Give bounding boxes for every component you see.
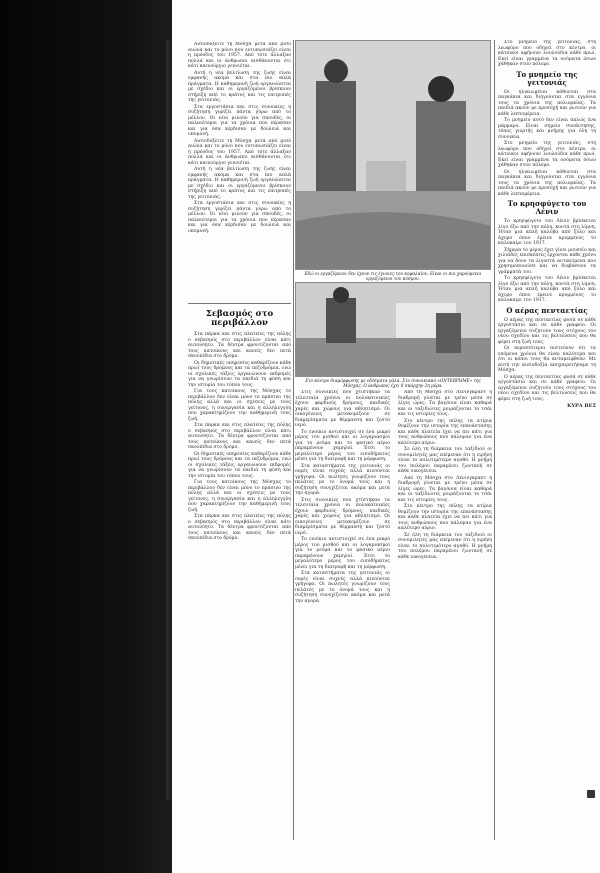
paragraph: Στο κέντρο της πόλης τα κτίρια θυμίζουν την ιστορία της επανάστασης και κάθε πλατεία έχει να πει κάτι για τους ανθρώπους που πάλεψαν για ένα καλύτερο αύριο. xyxy=(398,418,492,446)
article-column-d xyxy=(498,40,596,835)
paragraph: Στο μνημείο της γειτονιάς, στη λεωφόρο που οδηγεί στο κέντρο, οι κάτοικοι αφήνουν λουλούδια κάθε πρωί. Εκεί είναι γραμμένα τα ονόματα όσων χάθηκαν στον πόλεμο. xyxy=(498,40,596,67)
paragraph: Αισιοδοξείτε τη Μόσχα μετά από μισό αιώνα και το μόνο που εντυπωσιάζει είναι η πρόοδος του 1957. Από τότε άλλαξαν πολλά και οι άνθρωποι αισθάνονται ότι κάτι καινούργιο γεννιέται. xyxy=(188,42,291,69)
paragraph: Το κρησφύγετο του Λένιν βρίσκεται λίγο έξω από την πόλη, κοντά στη λίμνη. Ήταν μια απλή καλύβα από ξύλο και άχυρο όπου έμεινε κρυμμένος το καλοκαίρι του 1917. xyxy=(498,219,596,246)
paragraph: Αισιοδοξείτε τη Μόσχα μετά από μισό αιώνα και το μόνο που εντυπωσιάζει είναι η πρόοδος του 1957. Από τότε άλλαξαν πολλά και οι άνθρωποι αισθάνονται ότι κάτι καινούργιο γεννιέται. xyxy=(188,138,291,166)
article-column-a-top xyxy=(188,42,291,297)
photo-workers xyxy=(295,40,491,270)
paragraph: Στις συνοικίες που χτίστηκαν τα τελευταία χρόνια οι πολυκατοικίες έχουν φαρδιούς δρόμους, παιδικές χαρές και χώρους για αθλητισμό. Οι οικογένειες μετακομίζουν σε διαμερίσματα με θέρμανση και ζεστό νερό. xyxy=(295,390,390,428)
section-heading-lenin-hideout: Το κρησφύγετο του Λένιν xyxy=(507,199,587,216)
photo-workers-graphic xyxy=(296,41,491,270)
photo-caption: Εδώ οι εργαζόμενοι δεν έχουν τις έγνοιες του κεφαλαίου. Είναι οι πιο χαρούμενοι εργαζόμενοι του κόσμου. xyxy=(304,271,482,281)
paragraph: Σε όλη τη διάρκεια του ταξιδιού οι συνομιλητές μας επέμεναν ότι η ειρήνη είναι το πολυτιμότερο αγαθό. Η μνήμη του πολέμου παραμένει ζωντανή σε κάθε οικογένεια. xyxy=(398,532,492,560)
paragraph: Ο αέρας της πενταετίας φυσά σε κάθε εργοστάσιο και σε κάθε γραφείο. Οι εργαζόμενοι συζητούν τους στόχους του νέου σχεδίου και τις βελτιώσεις που θα φέρει στη ζωή τους. xyxy=(498,374,596,402)
paragraph: Οι δημοτικές υπηρεσίες καθαρίζουν κάθε πρωί τους δρόμους και τα πεζοδρόμια, ενώ οι σχολικές τάξεις οργανώνουν εκδρομές για να γνωρίσουν τα παιδιά τη φύση και την ιστορία του τόπου τους. xyxy=(188,451,291,479)
paragraph: Στα πάρκα και στις πλατείες της πόλης ο σεβασμός στο περιβάλλον είναι κάτι αυτονόητο. Τα δέντρα φροντίζονται από τους κατοίκους και κανείς δεν πετά σκουπίδια στο δρόμο. xyxy=(188,332,291,359)
photo-shop xyxy=(295,282,491,377)
paragraph: Στα εργοστάσια και στις συνοικίες η συζήτηση γυρίζει πάντα γύρω από το μέλλον. Οι νέοι μιλούν για σπουδές, οι παλαιότεροι για τα χρόνια που πέρασαν και για όσα κέρδισαν με δουλειά και υπομονή. xyxy=(188,201,291,234)
paragraph: Οι ηλικιωμένοι κάθονται στα παγκάκια και διηγούνται στα εγγόνια τους τα χρόνια της πολιορκίας. Τα παιδιά ακούν με προσοχή και ρωτούν για κάθε λεπτομέρεια. xyxy=(498,89,596,117)
paragraph: Στο κέντρο της πόλης τα κτίρια θυμίζουν την ιστορία της επανάστασης και κάθε πλατεία έχει να πει κάτι για τους ανθρώπους που πάλεψαν για ένα καλύτερο αύριο. xyxy=(398,504,492,531)
paragraph: Στα πάρκα και στις πλατείες της πόλης ο σεβασμός στο περιβάλλον είναι κάτι αυτονόητο. Τα δέντρα φροντίζονται από τους κατοίκους και κανείς δεν πετά σκουπίδια στο δρόμο. xyxy=(188,423,291,450)
scanner-edge xyxy=(0,0,172,873)
column-rule xyxy=(494,40,495,840)
article-column-b xyxy=(295,390,390,820)
paragraph: Από τη Μόσχα στο Λένινγκραντ η διαδρομή γίνεται με τρένο μέσα σε λίγες ώρες. Τα βαγόνια είναι καθαρά και οι ταξιδιώτες μοιράζονται το τσάι και τις ιστορίες τους. xyxy=(398,390,492,417)
paragraph: Στα καταστήματα της γειτονιάς οι ουρές είναι συχνές αλλά κινούνται γρήγορα. Οι πωλητές γνωρίζουν τους πελάτες με το όνομά τους και η συζήτηση συνεχίζεται ακόμα και μετά την αγορά. xyxy=(295,571,390,604)
paragraph: Στις συνοικίες που χτίστηκαν τα τελευταία χρόνια οι πολυκατοικίες έχουν φαρδιούς δρόμους, παιδικές χαρές και χώρους για αθλητισμό. Οι οικογένειες μετακομίζουν σε διαμερίσματα με θέρμανση και ζεστό νερό. xyxy=(295,497,390,536)
paragraph: Στα πάρκα και στις πλατείες της πόλης ο σεβασμός στο περιβάλλον είναι κάτι αυτονόητο. Τα δέντρα φροντίζονται από τους κατοίκους και κανείς δεν πετά σκουπίδια στο δρόμο. xyxy=(188,514,291,541)
section-rule xyxy=(188,303,291,304)
paragraph: Στα εργοστάσια και στις συνοικίες η συζήτηση γυρίζει πάντα γύρω από το μέλλον. Οι νέοι μιλούν για σπουδές, οι παλαιότεροι για τα χρόνια που πέρασαν και για όσα κέρδισαν με δουλειά και υπομονή. xyxy=(188,104,291,137)
paragraph: Οι ηλικιωμένοι κάθονται στα παγκάκια και διηγούνται στα εγγόνια τους τα χρόνια της πολιορκίας. Τα παιδιά ακούν με προσοχή και ρωτούν για κάθε λεπτομέρεια. xyxy=(498,169,596,197)
paragraph: Το μνημείο αυτό δεν είναι απλώς ένα μάρμαρο. Είναι σημείο συνάντησης, τόπος γιορτής και μνήμης για όλη τη συνοικία. xyxy=(498,118,596,140)
section-heading-environment: Σεβασμός στο περιβάλλον xyxy=(205,309,274,328)
paragraph: Αυτή η νέα βελτίωση της ζωής είναι εμφανής ακόμα και στα πιο απλά πράγματα. Η καθημερινή ζωή οργανώνεται με σχέδιο και οι εργαζόμενοι βρίσκουν στήριξη από το κράτος και τις επιτροπές της γειτονιάς. xyxy=(188,167,291,200)
author-signature: ΚΥΡΑ ΒΕΣ xyxy=(567,403,596,409)
paragraph: Για τους κατοίκους της Μόσχας το περιβάλλον δεν είναι μόνο το πράσινο της πόλης αλλά και οι σχέσεις με τους γείτονες, η συνεργασία και η αλληλεγγύη που χαρακτηρίζουν την καθημερινή τους ζωή. xyxy=(188,389,291,422)
paragraph: Από τη Μόσχα στο Λένινγκραντ η διαδρομή γίνεται με τρένο μέσα σε λίγες ώρες. Τα βαγόνια είναι καθαρά και οι ταξιδιώτες μοιράζονται το τσάι και τις ιστορίες τους. xyxy=(398,475,492,503)
paragraph: Ο αέρας της πενταετίας φυσά σε κάθε εργοστάσιο και σε κάθε γραφείο. Οι εργαζόμενοι συζητούν τους στόχους του νέου σχεδίου και τις βελτιώσεις που θα φέρει στη ζωή τους. xyxy=(498,317,596,345)
paragraph: Στα καταστήματα της γειτονιάς οι ουρές είναι συχνές αλλά κινούνται γρήγορα. Οι πωλητές γνωρίζουν τους πελάτες με το όνομά τους και η συζήτηση συνεχίζεται ακόμα και μετά την αγορά. xyxy=(295,463,390,496)
paragraph: Οι περισσότεροι πιστεύουν ότι τα επόμενα χρόνια θα είναι καλύτερα και ότι οι κόποι τους θα ανταμειφθούν. Με αυτή την αισιοδοξία αποχαιρετήσαμε τη Μόσχα. xyxy=(498,346,596,373)
photo-shop-graphic xyxy=(296,283,491,377)
paragraph: Το κρησφύγετο του Λένιν βρίσκεται λίγο έξω από την πόλη, κοντά στη λίμνη. Ήταν μια απλή καλύβα από ξύλο και άχυρο όπου έμεινε κρυμμένος το καλοκαίρι του 1917. xyxy=(498,276,596,303)
paragraph: Σε όλη τη διάρκεια του ταξιδιού οι συνομιλητές μας επέμεναν ότι η ειρήνη είναι το πολυτιμότερο αγαθό. Η μνήμη του πολέμου παραμένει ζωντανή σε κάθε οικογένεια. xyxy=(398,447,492,474)
section-heading-monument: Το μνημείο της γειτονιάς xyxy=(516,69,578,87)
article-column-c xyxy=(398,390,492,835)
paragraph: Στο μνημείο της γειτονιάς, στη λεωφόρο που οδηγεί στο κέντρο, οι κάτοικοι αφήνουν λουλούδια κάθε πρωί. Εκεί είναι γραμμένα τα ονόματα όσων χάθηκαν στον πόλεμο. xyxy=(498,141,596,168)
paragraph: Για τους κατοίκους της Μόσχας το περιβάλλον δεν είναι μόνο το πράσινο της πόλης αλλά και οι σχέσεις με τους γείτονες, η συνεργασία και η αλληλεγγύη που χαρακτηρίζουν την καθημερινή τους ζωή. xyxy=(188,480,291,513)
section-heading-five-year-air: Ο αέρας πενταετίας xyxy=(506,305,588,315)
paragraph: Αυτή η νέα βελτίωση της ζωής είναι εμφανής ακόμα και στα πιο απλά πράγματα. Η καθημερινή ζωή οργανώνεται με σχέδιο και οι εργαζόμενοι βρίσκουν στήριξη από το κράτος και τις επιτροπές της γειτονιάς. xyxy=(188,70,291,103)
article-column-a-bottom xyxy=(188,306,291,836)
paragraph: Σήμερα το μέρος έχει γίνει μουσείο και χιλιάδες επισκέπτες έρχονται κάθε χρόνο για να δουν τα λιγοστά αντικείμενα που χρησιμοποιούσε και να διαβάσουν τα γράμματά του. xyxy=(498,247,596,275)
paragraph: Το ενοίκιο αντιστοιχεί σε ένα μικρό μέρος του μισθού και οι λογαριασμοί για το ρεύμα και το φυσικό αέριο παραμένουν χαμηλοί. Έτσι το μεγαλύτερο μέρος του εισοδήματος μένει για τη διατροφή και τη μόρφωση. xyxy=(295,537,390,570)
scan-mark xyxy=(587,790,595,798)
paragraph: Το ενοίκιο αντιστοιχεί σε ένα μικρό μέρος του μισθού και οι λογαριασμοί για το ρεύμα και το φυσικό αέριο παραμένουν χαμηλοί. Έτσι το μεγαλύτερο μέρος του εισοδήματος μένει για τη διατροφή και τη μόρφωση. xyxy=(295,429,390,462)
photo-caption: Στο κέντρο διαμόρφωσης με εδέσματα γάλα. Στο συνοικιακό «ΟΝΤΕΒΡΗΜΕ» της Μόσχας. Ο άνθρωπος έχει 8 σκάρχην 2η μέρα. xyxy=(305,378,481,388)
column-rule xyxy=(293,40,294,840)
paragraph: Οι δημοτικές υπηρεσίες καθαρίζουν κάθε πρωί τους δρόμους και τα πεζοδρόμια, ενώ οι σχολικές τάξεις οργανώνουν εκδρομές για να γνωρίσουν τα παιδιά τη φύση και την ιστορία του τόπου τους. xyxy=(188,360,291,388)
